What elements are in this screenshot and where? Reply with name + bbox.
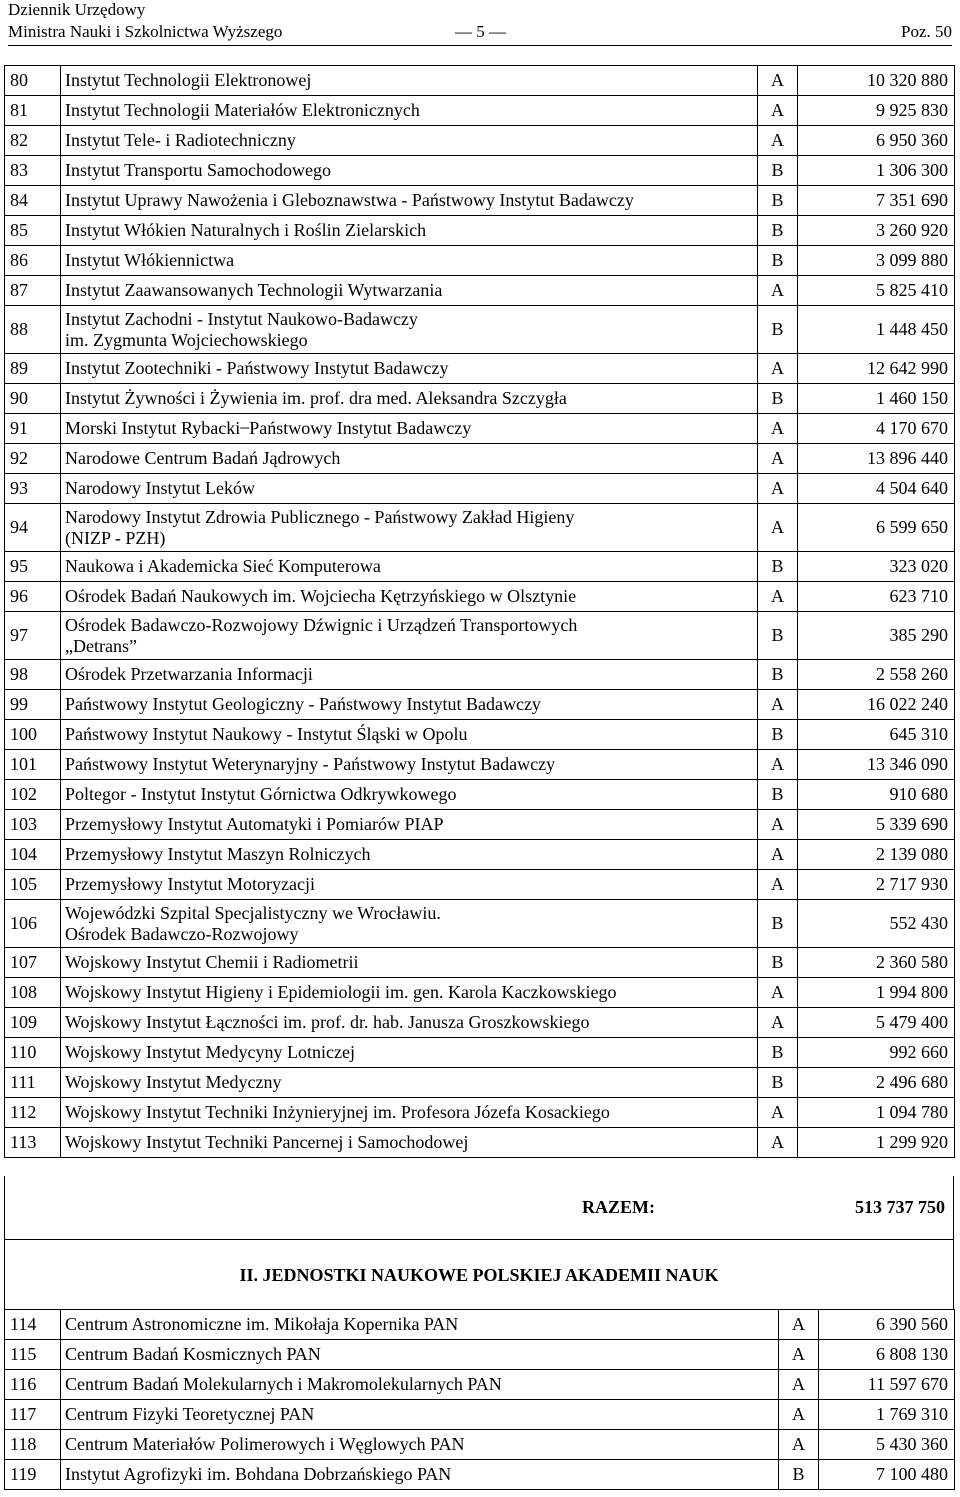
institute-name (61, 1038, 758, 1068)
row-number: 87 (5, 276, 61, 306)
amount: 6 808 130 (819, 1340, 955, 1370)
amount: 645 310 (798, 720, 955, 750)
institute-name-line: Państwowy Instytut Geologiczny - Państwowy Instytut Badawczy (65, 694, 541, 714)
row-number: 98 (5, 660, 61, 690)
institute-name-line: (NIZP - PZH) (65, 527, 166, 548)
table-row (5, 870, 955, 900)
amount: 5 430 360 (819, 1430, 955, 1460)
institute-name (61, 504, 758, 552)
table-row (5, 840, 955, 870)
amount: 5 339 690 (798, 810, 955, 840)
amount: 2 360 580 (798, 948, 955, 978)
category: A (758, 690, 798, 720)
category: B (758, 1038, 798, 1068)
row-number: 88 (5, 306, 61, 354)
category: A (758, 810, 798, 840)
institute-name-line: Wojskowy Instytut Medycyny Lotniczej (65, 1042, 356, 1062)
institute-name (61, 1098, 758, 1128)
amount: 4 504 640 (798, 474, 955, 504)
row-number: 103 (5, 810, 61, 840)
institute-name-line: Instytut Technologii Elektronowej (65, 70, 312, 90)
row-number: 105 (5, 870, 61, 900)
institute-name (61, 1068, 758, 1098)
table-row (5, 1370, 955, 1400)
row-number: 109 (5, 1008, 61, 1038)
table-row (5, 612, 955, 660)
category: A (758, 66, 798, 96)
amount: 12 642 990 (798, 354, 955, 384)
table-row (5, 690, 955, 720)
amount: 13 896 440 (798, 444, 955, 474)
table-row (5, 1068, 955, 1098)
institute-name (61, 720, 758, 750)
institute-name-line: Narodowy Instytut Leków (65, 478, 255, 498)
institute-name-line: Instytut Zachodni - Instytut Naukowo-Badawczy (65, 308, 418, 329)
institute-name-line: Morski Instytut Rybacki ̶ Państwowy Instytut Badawczy (65, 418, 472, 438)
amount: 7 100 480 (819, 1460, 955, 1490)
institute-name (61, 810, 758, 840)
amount: 5 479 400 (798, 1008, 955, 1038)
institute-name (61, 96, 758, 126)
table-row (5, 96, 955, 126)
institute-name (61, 216, 758, 246)
table-row (5, 948, 955, 978)
table-row (5, 810, 955, 840)
row-number: 93 (5, 474, 61, 504)
category: A (779, 1340, 819, 1370)
institute-name (61, 66, 758, 96)
institute-name (61, 840, 758, 870)
institute-name (61, 1128, 758, 1158)
table-row (5, 186, 955, 216)
institute-name (61, 474, 758, 504)
amount: 4 170 670 (798, 414, 955, 444)
category: A (758, 978, 798, 1008)
row-number: 110 (5, 1038, 61, 1068)
row-number: 95 (5, 552, 61, 582)
institute-name-line: Państwowy Instytut Weterynaryjny - Państwowy Instytut Badawczy (65, 754, 556, 774)
institute-name (61, 306, 758, 354)
section-title: II. JEDNOSTKI NAUKOWE POLSKIEJ AKADEMII NAUK (239, 1265, 719, 1285)
institute-name-line: Wojskowy Instytut Łączności im. prof. dr. hab. Janusza Groszkowskiego (65, 1012, 590, 1032)
institute-name (61, 1370, 779, 1400)
table-row (5, 1310, 955, 1340)
institute-name-line: Naukowa i Akademicka Sieć Komputerowa (65, 556, 381, 576)
institute-name-line: „Detrans” (65, 635, 137, 656)
amount: 6 599 650 (798, 504, 955, 552)
amount: 3 260 920 (798, 216, 955, 246)
amount: 1 460 150 (798, 384, 955, 414)
row-number: 111 (5, 1068, 61, 1098)
row-number: 97 (5, 612, 61, 660)
table-row (5, 1128, 955, 1158)
row-number: 91 (5, 414, 61, 444)
table-row (5, 126, 955, 156)
amount: 2 717 930 (798, 870, 955, 900)
amount: 11 597 670 (819, 1370, 955, 1400)
category: B (758, 186, 798, 216)
amount: 1 094 780 (798, 1098, 955, 1128)
amount: 10 320 880 (798, 66, 955, 96)
institute-name-line: Instytut Technologii Materiałów Elektronicznych (65, 100, 420, 120)
category: A (758, 126, 798, 156)
row-number: 104 (5, 840, 61, 870)
institute-name-line: Instytut Transportu Samochodowego (65, 160, 332, 180)
table-row (5, 582, 955, 612)
institute-name (61, 900, 758, 948)
category: A (758, 276, 798, 306)
table-row (5, 780, 955, 810)
table-row (5, 1340, 955, 1370)
row-number: 118 (5, 1430, 61, 1460)
row-number: 100 (5, 720, 61, 750)
row-number: 114 (5, 1310, 61, 1340)
amount: 623 710 (798, 582, 955, 612)
category: A (758, 96, 798, 126)
table-row (5, 276, 955, 306)
institute-name (61, 354, 758, 384)
amount: 9 925 830 (798, 96, 955, 126)
row-number: 89 (5, 354, 61, 384)
institute-name (61, 1430, 779, 1460)
institutes-table (4, 65, 955, 1158)
category: B (758, 246, 798, 276)
category: A (758, 582, 798, 612)
category: A (758, 1128, 798, 1158)
institute-name-line: Centrum Fizyki Teoretycznej PAN (65, 1404, 315, 1424)
institute-name-line: Ośrodek Badań Naukowych im. Wojciecha Kętrzyńskiego w Olsztynie (65, 586, 577, 606)
institute-name-line: Wojewódzki Szpital Specjalistyczny we Wrocławiu. (65, 902, 441, 923)
category: A (758, 504, 798, 552)
table-row (5, 1460, 955, 1490)
amount: 2 496 680 (798, 1068, 955, 1098)
table-row (5, 978, 955, 1008)
amount: 910 680 (798, 780, 955, 810)
category: A (758, 1008, 798, 1038)
row-number: 108 (5, 978, 61, 1008)
institute-name-line: Instytut Tele- i Radiotechniczny (65, 130, 296, 150)
category: A (758, 750, 798, 780)
table-row (5, 1038, 955, 1068)
row-number: 117 (5, 1400, 61, 1430)
category: B (758, 216, 798, 246)
institute-name-line: im. Zygmunta Wojciechowskiego (65, 329, 308, 350)
category: A (758, 414, 798, 444)
row-number: 107 (5, 948, 61, 978)
institute-name (61, 156, 758, 186)
category: A (779, 1430, 819, 1460)
journal-title: Dziennik Urzędowy (8, 0, 146, 19)
amount: 2 558 260 (798, 660, 955, 690)
amount: 1 299 920 (798, 1128, 955, 1158)
amount: 1 306 300 (798, 156, 955, 186)
institute-name-line: Centrum Badań Kosmicznych PAN (65, 1344, 321, 1364)
row-number: 102 (5, 780, 61, 810)
institute-name (61, 1340, 779, 1370)
table-row (5, 660, 955, 690)
table-row (5, 354, 955, 384)
total-label: RAZEM: (582, 1197, 655, 1217)
amount: 13 346 090 (798, 750, 955, 780)
institute-name (61, 750, 758, 780)
table-row (5, 414, 955, 444)
ministry-name: Ministra Nauki i Szkolnictwa Wyższego (8, 22, 283, 41)
header-divider (8, 45, 952, 46)
table-row (5, 156, 955, 186)
category: A (779, 1310, 819, 1340)
institute-name-line: Przemysłowy Instytut Motoryzacji (65, 874, 315, 894)
table-row (5, 1430, 955, 1460)
institute-name (61, 384, 758, 414)
institute-name (61, 948, 758, 978)
table-row (5, 720, 955, 750)
institute-name-line: Wojskowy Instytut Techniki Pancernej i Samochodowej (65, 1132, 469, 1152)
table-row (5, 750, 955, 780)
table-row (5, 444, 955, 474)
table-row (5, 246, 955, 276)
table-row (5, 552, 955, 582)
amount: 7 351 690 (798, 186, 955, 216)
total-value: 513 737 750 (855, 1197, 945, 1217)
row-number: 113 (5, 1128, 61, 1158)
category: A (779, 1400, 819, 1430)
institute-name-line: Centrum Badań Molekularnych i Makromolekularnych PAN (65, 1374, 502, 1394)
category: B (758, 156, 798, 186)
row-number: 101 (5, 750, 61, 780)
amount: 552 430 (798, 900, 955, 948)
institute-name (61, 186, 758, 216)
institute-name-line: Narodowy Instytut Zdrowia Publicznego - Państwowy Zakład Higieny (65, 506, 575, 527)
table-row (5, 1400, 955, 1430)
category: B (758, 612, 798, 660)
institute-name-line: Wojskowy Instytut Chemii i Radiometrii (65, 952, 359, 972)
row-number: 80 (5, 66, 61, 96)
row-number: 83 (5, 156, 61, 186)
table-row (5, 1098, 955, 1128)
category: A (758, 474, 798, 504)
institute-name-line: Instytut Żywności i Żywienia im. prof. dra med. Aleksandra Szczygła (65, 388, 567, 408)
row-number: 84 (5, 186, 61, 216)
amount: 3 099 880 (798, 246, 955, 276)
row-number: 92 (5, 444, 61, 474)
row-number: 116 (5, 1370, 61, 1400)
institute-name (61, 978, 758, 1008)
institute-name-line: Ośrodek Badawczo-Rozwojowy (65, 923, 299, 944)
category: A (779, 1370, 819, 1400)
institute-name-line: Instytut Agrofizyki im. Bohdana Dobrzańskiego PAN (65, 1464, 452, 1484)
institute-name (61, 276, 758, 306)
total-row (4, 1176, 954, 1240)
row-number: 82 (5, 126, 61, 156)
institute-name (61, 246, 758, 276)
institute-name-line: Instytut Zootechniki - Państwowy Instytut Badawczy (65, 358, 449, 378)
institute-name-line: Wojskowy Instytut Medyczny (65, 1072, 282, 1092)
institute-name (61, 126, 758, 156)
institute-name-line: Instytut Zaawansowanych Technologii Wytwarzania (65, 280, 443, 300)
institute-name (61, 660, 758, 690)
category: B (758, 948, 798, 978)
row-number: 115 (5, 1340, 61, 1370)
page-number: — 5 — (455, 22, 506, 41)
row-number: 106 (5, 900, 61, 948)
category: A (758, 444, 798, 474)
institute-name-line: Ośrodek Przetwarzania Informacji (65, 664, 313, 684)
institute-name-line: Wojskowy Instytut Higieny i Epidemiologii im. gen. Karola Kaczkowskiego (65, 982, 617, 1002)
category: B (758, 900, 798, 948)
table-row (5, 66, 955, 96)
category: B (758, 660, 798, 690)
institute-name (61, 552, 758, 582)
institute-name-line: Ośrodek Badawczo-Rozwojowy Dźwignic i Urządzeń Transportowych (65, 614, 578, 635)
table-row (5, 900, 955, 948)
row-number: 119 (5, 1460, 61, 1490)
institute-name-line: Narodowe Centrum Badań Jądrowych (65, 448, 341, 468)
position-number: Poz. 50 (901, 22, 952, 41)
category: A (758, 870, 798, 900)
amount: 1 448 450 (798, 306, 955, 354)
category: A (758, 840, 798, 870)
row-number: 94 (5, 504, 61, 552)
institute-name-line: Poltegor - Instytut Instytut Górnictwa Odkrywkowego (65, 784, 457, 804)
table-row (5, 384, 955, 414)
institute-name (61, 444, 758, 474)
institute-name (61, 870, 758, 900)
category: B (779, 1460, 819, 1490)
institute-name (61, 690, 758, 720)
amount: 5 825 410 (798, 276, 955, 306)
amount: 2 139 080 (798, 840, 955, 870)
institute-name (61, 1400, 779, 1430)
amount: 1 769 310 (819, 1400, 955, 1430)
institute-name (61, 1460, 779, 1490)
institute-name-line: Centrum Astronomiczne im. Mikołaja Kopernika PAN (65, 1314, 459, 1334)
amount: 1 994 800 (798, 978, 955, 1008)
row-number: 86 (5, 246, 61, 276)
row-number: 85 (5, 216, 61, 246)
table-row (5, 216, 955, 246)
amount: 6 950 360 (798, 126, 955, 156)
institute-name (61, 582, 758, 612)
category: B (758, 552, 798, 582)
institute-name (61, 1310, 779, 1340)
institute-name-line: Państwowy Instytut Naukowy - Instytut Śląski w Opolu (65, 724, 468, 744)
row-number: 81 (5, 96, 61, 126)
amount: 992 660 (798, 1038, 955, 1068)
category: B (758, 720, 798, 750)
table-row (5, 474, 955, 504)
table-row (5, 504, 955, 552)
amount: 323 020 (798, 552, 955, 582)
institute-name (61, 1008, 758, 1038)
institute-name-line: Wojskowy Instytut Techniki Inżynieryjnej im. Profesora Józefa Kosackiego (65, 1102, 610, 1122)
table-row (5, 306, 955, 354)
section-heading (4, 1240, 954, 1310)
row-number: 90 (5, 384, 61, 414)
institute-name (61, 780, 758, 810)
row-number: 96 (5, 582, 61, 612)
category: A (758, 354, 798, 384)
institute-name-line: Instytut Włókiennictwa (65, 250, 235, 270)
category: B (758, 1068, 798, 1098)
amount: 385 290 (798, 612, 955, 660)
institute-name-line: Przemysłowy Instytut Maszyn Rolniczych (65, 844, 371, 864)
amount: 16 022 240 (798, 690, 955, 720)
institute-name (61, 612, 758, 660)
pan-institutes-table (4, 1309, 955, 1490)
institute-name-line: Instytut Włókien Naturalnych i Roślin Zielarskich (65, 220, 427, 240)
category: A (758, 1098, 798, 1128)
amount: 6 390 560 (819, 1310, 955, 1340)
category: B (758, 384, 798, 414)
row-number: 99 (5, 690, 61, 720)
category: B (758, 780, 798, 810)
table-row (5, 1008, 955, 1038)
category: B (758, 306, 798, 354)
institute-name (61, 414, 758, 444)
institute-name-line: Przemysłowy Instytut Automatyki i Pomiarów PIAP (65, 814, 444, 834)
institute-name-line: Instytut Uprawy Nawożenia i Gleboznawstwa - Państwowy Instytut Badawczy (65, 190, 634, 210)
row-number: 112 (5, 1098, 61, 1128)
institute-name-line: Centrum Materiałów Polimerowych i Węglowych PAN (65, 1434, 465, 1454)
